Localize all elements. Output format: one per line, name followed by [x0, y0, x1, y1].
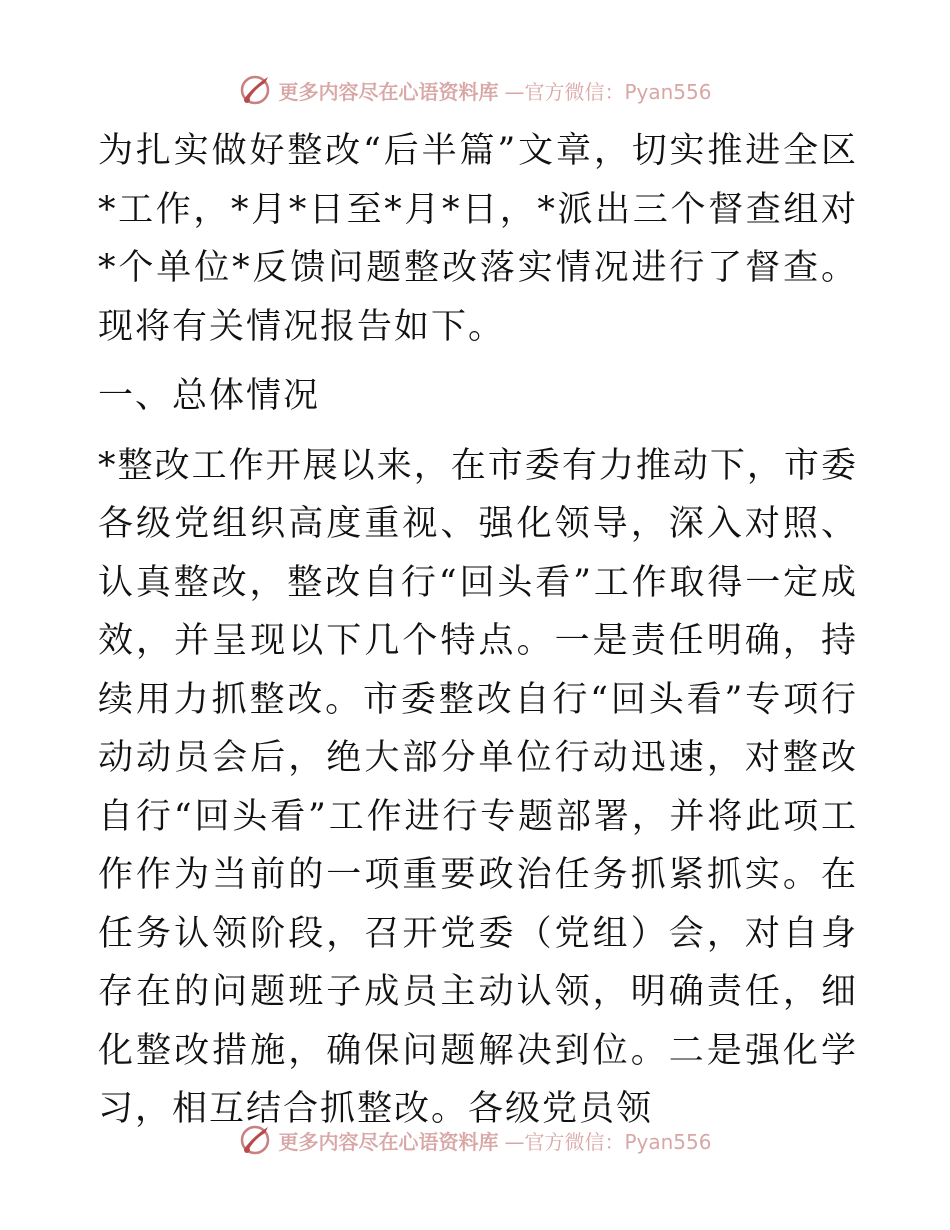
brush-logo-icon — [238, 73, 272, 107]
watermark-header — [0, 70, 950, 110]
watermark-footer — [0, 1120, 950, 1160]
body-paragraph: *整改工作开展以来，在市委有力推动下，市委各级党组织高度重视、强化领导，深入对照、认真整改，整改自行“回头看”工作取得一定成效，并呈现以下几个特点。一是责任明确，持续用力抓整改。市委整改自行“回头看”专项行动动员会后，绝大部分单位行动迅速，对整改自行“回头看”工作进行专题部署，并将此项工作作为当前的一项重要政治任务抓紧抓实。在任务认领阶段，召开党委（党组）会，对自身存在的问题班子成员主动认领，明确责任，细化整改措施，确保问题解决到位。二是强化学习，相互结合抓整改。各级党员领 — [98, 445, 858, 1129]
intro-paragraph: 为扎实做好整改“后半篇”文章，切实推进全区*工作，*月*日至*月*日，*派出三个督查组对*个单位*反馈问题整改落实情况进行了督查。现将有关情况报告如下。 — [98, 131, 858, 347]
watermark-main-text: 更多内容尽在心语资料库 — [278, 79, 499, 104]
watermark-main-text: 更多内容尽在心语资料库 — [278, 1129, 499, 1154]
watermark-official-text: —官方微信：Pyan556 — [504, 1129, 712, 1154]
section-heading: 一、总体情况 — [98, 376, 321, 416]
brush-logo-icon — [238, 1123, 272, 1157]
document-body — [98, 122, 858, 1139]
watermark-official-text: —官方微信：Pyan556 — [504, 79, 712, 104]
